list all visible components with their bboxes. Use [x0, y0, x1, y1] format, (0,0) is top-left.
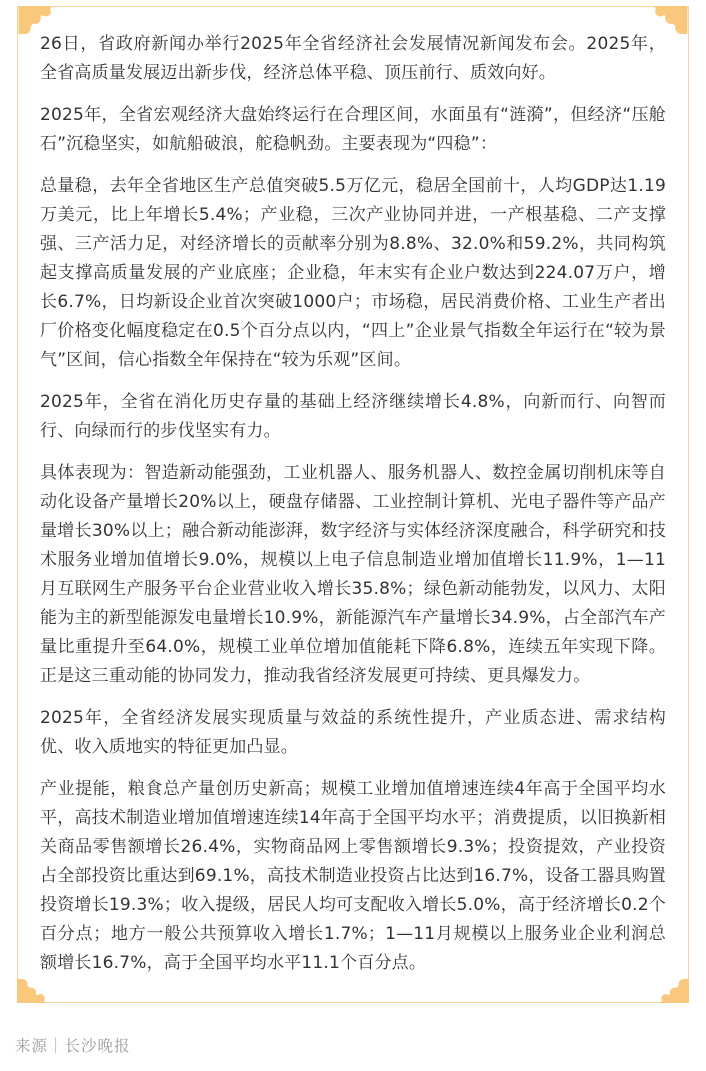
article-paragraph: 总量稳，去年全省地区生产总值突破5.5万亿元，稳居全国前十，人均GDP达1.19万美元，比上年增长5.4%；产业稳，三次产业协同并进，一产根基稳、二产支撑强、三产活力足，对经济增长的贡献率分别为8.8%、32.0%和59.2%，共同构筑起支撑高质量发展的产业底座；企业稳，年末实有企业户数达到224.07万户，增长6.7%，日均新设企业首次突破1000户；市场稳，居民消费价格、工业生产者出厂价格变化幅度稳定在0.5个百分点以内，“四上”企业景气指数全年运行在“较为景气”区间，信心指数全年保持在“较为乐观”区间。 [40, 176, 666, 370]
source-text: 来源｜长沙晚报 [15, 1037, 131, 1055]
article-card [17, 6, 689, 1003]
article-paragraph: 具体表现为：智造新动能强劲，工业机器人、服务机器人、数控金属切削机床等自动化设备产量增长20%以上，硬盘存储器、工业控制计算机、光电子器件等产品产量增长30%以上；融合新动能澎湃，数字经济与实体经济深度融合，科学研究和技术服务业增加值增长9.0%，规模以上电子信息制造业增加值增长11.9%，1—11月互联网生产服务平台企业营业收入增长35.8%；绿色新动能勃发，以风力、太阳能为主的新型能源发电量增长10.9%，新能源汽车产量增长34.9%，占全部汽车产量比重提升至64.0%，规模工业单位增加值能耗下降6.8%，连续五年实现下降。正是这三重动能的协同发力，推动我省经济发展更可持续、更具爆发力。 [40, 463, 667, 686]
article-paragraph: 2025年，全省在消化历史存量的基础上经济继续增长4.8%，向新而行、向智而行、向绿而行的步伐坚实有力。 [40, 392, 666, 441]
corner-ornament-bottom-right-icon [659, 979, 689, 1003]
article-paragraph: 2025年，全省经济发展实现质量与效益的系统性提升，产业质态进、需求结构优、收入质地实的特征更加凸显。 [40, 708, 666, 757]
corner-ornament-bottom-left-icon [17, 979, 47, 1003]
article-paragraph: 2025年，全省宏观经济大盘始终运行在合理区间，水面虽有“涟漪”，但经济“压舱石”沉稳坚实，如航船破浪，舵稳帆劲。主要表现为“四稳”： [40, 105, 666, 154]
article-body [18, 7, 688, 978]
source-line [15, 1034, 131, 1056]
article-paragraph: 26日，省政府新闻办举行2025年全省经济社会发展情况新闻发布会。2025年，全省高质量发展迈出新步伐，经济总体平稳、顶压前行、质效向好。 [40, 34, 666, 83]
article-paragraph: 产业提能，粮食总产量创历史新高；规模工业增加值增速连续4年高于全国平均水平，高技术制造业增加值增速连续14年高于全国平均水平；消费提质，以旧换新相关商品零售额增长26.4%，实物商品网上零售额增长9.3%；投资提效，产业投资占全部投资比重达到69.1%，高技术制造业投资占比达到16.7%，设备工器具购置投资增长19.3%；收入提级，居民人均可支配收入增长5.0%，高于经济增长0.2个百分点；地方一般公共预算收入增长1.7%；1—11月规模以上服务业企业利润总额增长16.7%，高于全国平均水平11.1个百分点。 [40, 779, 667, 973]
